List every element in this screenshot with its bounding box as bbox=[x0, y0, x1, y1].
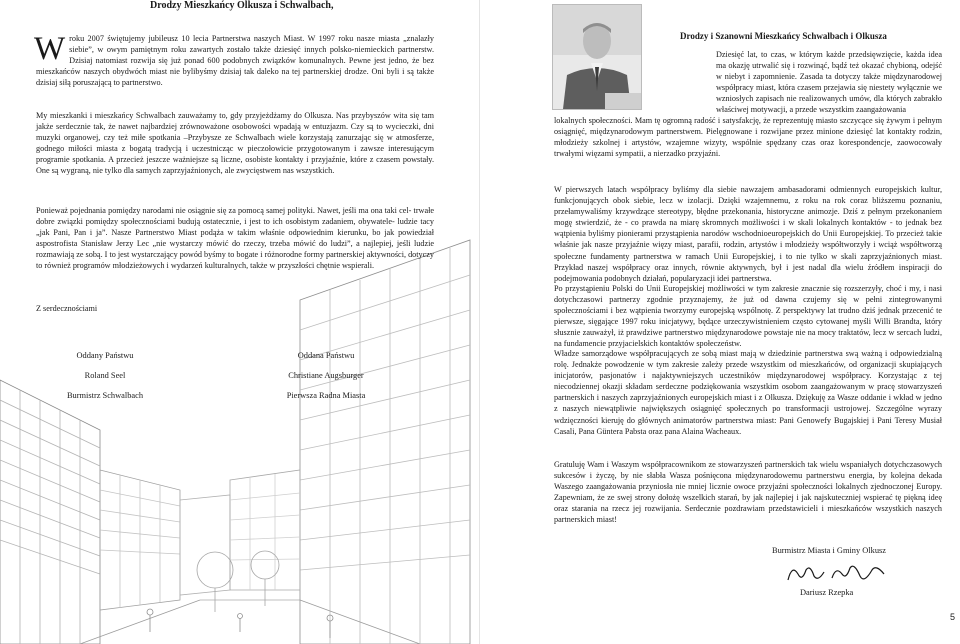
signature-organization: Burmistrz Miasta i Gminy Olkusz bbox=[772, 546, 886, 555]
right-paragraph-5: Gratuluję Wam i Waszym współpracownikom ze stowarzyszeń partnerskich tak wielu wspaniałych dotychczasowych sukcesów i życzę, by nie słabła Wasza pośnięcona międzynarodowemu partnerstwu energia, by kolejna dekada Waszego zaangażowania przyniosła nie mniej licznie owoce przyjaźni społeczności lokalnych zjednoczonej Europy. Zapewniam, że ze swej strony dołożę wszelkich starań, by jak najlepiej i jak najskuteczniej wspierać tę piękną ideę oraz starania na rzecz jej rozwijania. Serdecznie pozdrawiam przedstawicieli i mieszkańców wszystkich naszych partnerskich miast! bbox=[554, 460, 942, 525]
signatory-role: Pierwsza Radna Miasta bbox=[286, 391, 366, 400]
left-paragraph-2: My mieszkanki i mieszkańcy Schwalbach zauważamy to, gdy przyjeżdżamy do Olkusza. Nas przybyszów wita się tam jakże serdecznie tak, że nawet najbardziej zrównoważone osobowości wpadają w entuzjazm. Czy są to wycieczki, dni muzyki organowej, czy też miłe spotkania –Przybysze ze Schwalbach wiele korzystają zanurzając się w atmosferze, godnego miłości miasta z bogatą tradycją i uczestnicząc w pieczołowicie przygotowanym i zawsze interesującym programie spotkania. A przecież jeszcze ważniejsze są liczne, osobiste kontakty i przyjaźnie, które z czasem powstały. One są wygraną, nie tylko dla samych zaprzyjaźnionych, ale zwycięstwem nas wszystkich. bbox=[36, 111, 434, 176]
left-paragraph-3: Ponieważ pojednania pomiędzy narodami nie osiągnie się za pomocą samej polityki. Nawet, jeśli ma ona taki cel- trwałe dobre związki pomiędzy społecznościami budują ostatecznie, i jest to ich osobistym zadaniem, obywatele- ludzie tacy „jak Pani, Pan i ja”. Nasze Partnerstwo Miast podąża w takim właśnie odpowiednim kierunku, bo jak powiedział aspostrofista Stanisław Jerzy Lec „nie wystarczy mówić do rzeczy, trzeba mówić do ludzi”, a najlepiej, jeśli ludzie rozmawiają ze sobą. I to jest wystarczający powód byśmy to bogate i różnorodne formy partnerskiej aktywności, dotyczy to również programów młodzieżowych i wydarzeń kulturalnych, także w przyszłości chętnie wspierali. bbox=[36, 206, 434, 271]
mayor-portrait-photo bbox=[552, 4, 642, 110]
signatory-block-augsburger bbox=[256, 346, 396, 406]
right-paragraph-4: Władze samorządowe współpracujących ze sobą miast mają w dziedzinie partnerstwa swą ważną i odpowiedzialną rolę. Jednakże powodzenie w tym zakresie zależy przede wszystkim od mieszkańców, od organizacji skupiających inicjatorów, pasjonatów i najaktywniejszych uczestników międzynarodowej współpracy. Korzystając z tej niecodziennej okazji składam serdeczne podziękowania wszystkim osobom zaangażowanym w pracę stowarzyszeń partnerskich i naszych zaprzyjaźnionych europejskich miast i z Olkusza. Dziękuję za Wasze oddanie i wkład w jedno z naszych niewątpliwie największych osiągnięć społecznych po transformacji ustrojowej. Szczególne wyrazy wdzięczności kieruję do głównych animatorów partnerstwa miast: Pani Genowefy Bugajskiej i Pani Teresy Musiał Casali, Pana Güntera Pabsta oraz pana Alaina Wacheaux. bbox=[554, 349, 942, 436]
signatory-name: Roland Seel bbox=[84, 371, 126, 380]
handwritten-signature bbox=[780, 560, 900, 588]
left-letter-title: Drodzy Mieszkańcy Olkusza i Schwalbach, bbox=[150, 0, 334, 11]
right-paragraph-2: W pierwszych latach współpracy byliśmy dla siebie nawzajem ambasadorami odmiennych europejskich kultur, funkcjonujących obok siebie, lecz w izolacji. Dzięki wzajemnemu, z roku na rok coraz bliższemu poznaniu, przełamywaliśmy krzywdzące stereotypy, błędne przekonania, historyczne animozje. Dziś z pełnym przekonaniem mogę stwierdzić, że - co prawda na miarę skromnych możliwości i w skali lokalnych kontaktów - to jednak bez wątpienia byliśmy pionierami przystąpienia narodów wschodnioeuropejskich do Unii Europejskiej. To przecież takie właśnie jak nasze przyjaźnie więzy miast, parafii, rodzin, artystów i młodzieży współtworzyły i wciąż współtworzą społeczne fundamenty partnerstwa w ramach Unii Europejskiej, i to nie tylko w skali zaprzyjaźnionych miast. Przykład naszej współpracy oraz innych, równie aktywnych, był i jest nadal dla wielu źródłem inspiracji do podejmowania podobnych działań, popularyzacji idei partnerstwa. bbox=[554, 185, 942, 283]
signature-name: Dariusz Rzepka bbox=[800, 588, 854, 597]
left-closing-salutation: Z serdecznościami bbox=[36, 304, 98, 313]
signatory-line: Oddany Państwu bbox=[76, 351, 134, 360]
signatory-block-seel bbox=[35, 346, 175, 406]
signatory-role: Burmistrz Schwalbach bbox=[66, 391, 144, 400]
signatory-name: Christiane Augsburger bbox=[288, 371, 364, 380]
right-paragraph-1: Dziesięć lat, to czas, w którym każde przedsięwzięcie, każda idea ma okazję utrwalić się i rozwinąć, bądź też okazać chybioną, odejść w niebyt i zapomnienie. Zasada ta dotyczy także międzynarodowej współpracy miast, która czasem przejawia się niestety wyłącznie we wzniosłych zapisach nie realizowanych umów, dla których zabrakło właściwej motywacji, a przede wszystkim zaangażowania bbox=[716, 50, 942, 115]
right-paragraph-1-continued: lokalnych społeczności. Mam tę ogromną radość i satysfakcję, że reprezentuję miasto szczycące się żywym i pełnym osiągnięć, międzynarodowym partnerstwem. Pielęgnowane i rozwijane przez minione dziesięć lat kontakty rodzin, młodzieży szkolnej i artystów, wzajemne wizyty, wspólnie spędzany czas oraz korespondencje, zaowocowały trwałymi więzami sympatii, a nierzadko przyjaźni. bbox=[554, 116, 942, 159]
drop-cap-letter: W bbox=[34, 31, 66, 67]
page-number: 5 bbox=[950, 612, 956, 622]
left-intro-paragraph bbox=[36, 33, 434, 88]
right-letter-title: Drodzy i Szanowni Mieszkańcy Schwalbach i Olkusza bbox=[680, 31, 887, 41]
left-intro-text: roku 2007 świętujemy jubileusz 10 lecia Partnerstwa naszych Miast. W 1997 roku nasze miasta „znalazły siebie”, w owym pamiętnym roku zawartych zostało także dziesięć innych polsko-niemieckich partnerstw. Dzisiaj natomiast rozwija się już ponad 600 podobnych związków komunalnych. Pewne jest jedno, że bez mieszkańców naszych obydwóch miast nie bylibyśmy dzisiaj tak daleko na tej partnerskiej drodze. Oni byli i są także dzisiaj siłą poruszającą to partnerstwo. bbox=[36, 34, 434, 88]
right-paragraph-3: Po przystąpieniu Polski do Unii Europejskiej możliwości w tym zakresie znacznie się rozszerzyły, choć i my, i nasi dotychczasowi partnerzy zgodnie przyznajemy, że już od dawna czujemy się w pełni zintegrowanymi społecznościami i bez wątpienia tworzymy europejską wspólnotę. Z perspektywy lat trudno dziś jednak przecenić te pierwsze, sięgające 1997 roku inicjatywy, będące urzeczywistnieniem często cytowanej myśli Willi Brandta, który słusznie zauważył, iż prawdziwe partnerstwo międzynarodowe powstaje nie na mocy traktatów, lecz w sercach ludzi, na fundamencie przyjacielskich kontaktów społeczeństw. bbox=[554, 284, 942, 349]
signatory-line: Oddana Państwu bbox=[297, 351, 355, 360]
right-page bbox=[480, 0, 960, 644]
